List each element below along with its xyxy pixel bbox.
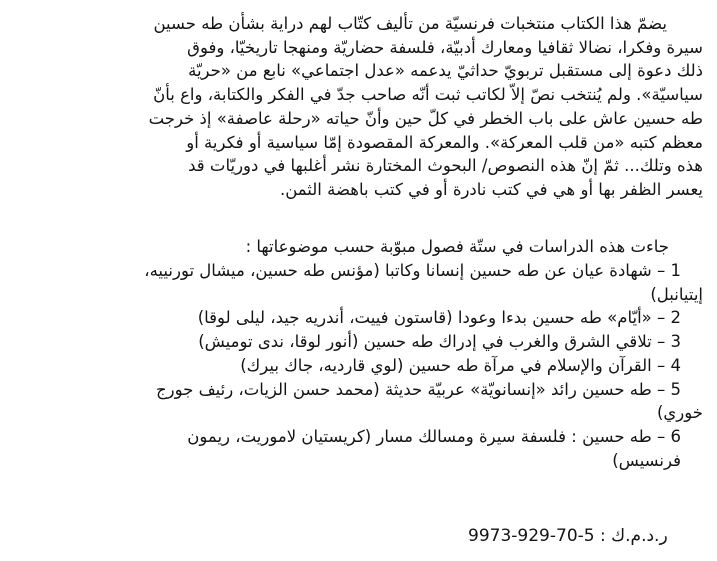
chapters-list (13, 259, 703, 472)
paragraph-line: معظم كتبه «من قلب المعركة». والمعركة المقصودة إمّا سياسية أو فكرية أو (186, 132, 703, 152)
description-paragraph (13, 12, 703, 202)
chapter-line: 2 – «أيّام» طه حسين بدءا وعودا (قاستون فييت، أندريه جيد، ليلى لوقا) (197, 308, 681, 328)
chapter-continuation: إيتيانبل) (650, 284, 703, 304)
isbn-line: ر.د.م.ك : 5-70-929-9973 (468, 526, 668, 546)
chapter-line: 4 – القرآن والإسلام في مرآة طه حسين (لوي قارديه، جاك بيرك) (240, 355, 681, 375)
paragraph-line: هذه وتلك... ثمّ إنّ هذه النصوص/ البحوث المختارة نشر أغلبها في دوريّات قد (188, 156, 703, 176)
chapter-line: 3 – تلاقي الشرق والغرب في إدراك طه حسين (أنور لوقا، ندى توميش) (198, 332, 681, 352)
chapter-item (13, 425, 703, 472)
chapter-line: 5 – طه حسين رائد «إنسانويّة» عربيّة حديثة (محمد حسن الزيات، رئيف جورج (155, 379, 681, 399)
chapter-item (13, 306, 703, 330)
chapter-continuation: فرنسيس) (612, 450, 681, 470)
chapter-line: 1 – شهادة عيان عن طه حسين إنسانا وكاتبا (مؤنس طه حسين، ميشال تورنييه، (144, 261, 681, 280)
chapter-continuation: خوري) (656, 403, 703, 423)
chapter-item (13, 378, 703, 425)
paragraph-line: يعسر الظفر بها أو هي في كتب نادرة أو في كتب باهضة الثمن. (279, 179, 703, 199)
chapter-item (13, 354, 703, 378)
chapter-item (13, 259, 703, 306)
paragraph-line: سيرة وفكرا، نضالا ثقافيا ومعارك أدبيّة، فلسفة حضاريّة ومنهجا تاريخيّا، وفوق (187, 37, 703, 57)
paragraph-line: سياسيّة». ولم يُنتخب نصّ إلاّ لكاتب ثبت أنّه صاحب جدّ في الفكر والكتابة، واع بأنّ (153, 85, 703, 105)
chapters-intro: جاءت هذه الدراسات في ستّة فصول مبوّبة حسب موضوعاتها : (245, 237, 669, 256)
paragraph-line: يضمّ هذا الكتاب منتخبات فرنسيّة من تأليف كتّاب لهم دراية بشأن طه حسين (153, 14, 667, 33)
paragraph-line: طه حسين عاش على باب الخطر في كلّ حين وأنّ حياته «رحلة عاصفة» إذ خرجت (148, 108, 703, 128)
paragraph-line: ذلك دعوة إلى مستقبل تربويّ حداثيّ يدعمه «عدل اجتماعي» نابع من «حريّة (188, 61, 703, 81)
chapter-item (13, 330, 703, 354)
chapter-line: 6 – طه حسين : فلسفة سيرة ومسالك مسار (كريستيان لاموريت، ريمون (187, 426, 681, 446)
